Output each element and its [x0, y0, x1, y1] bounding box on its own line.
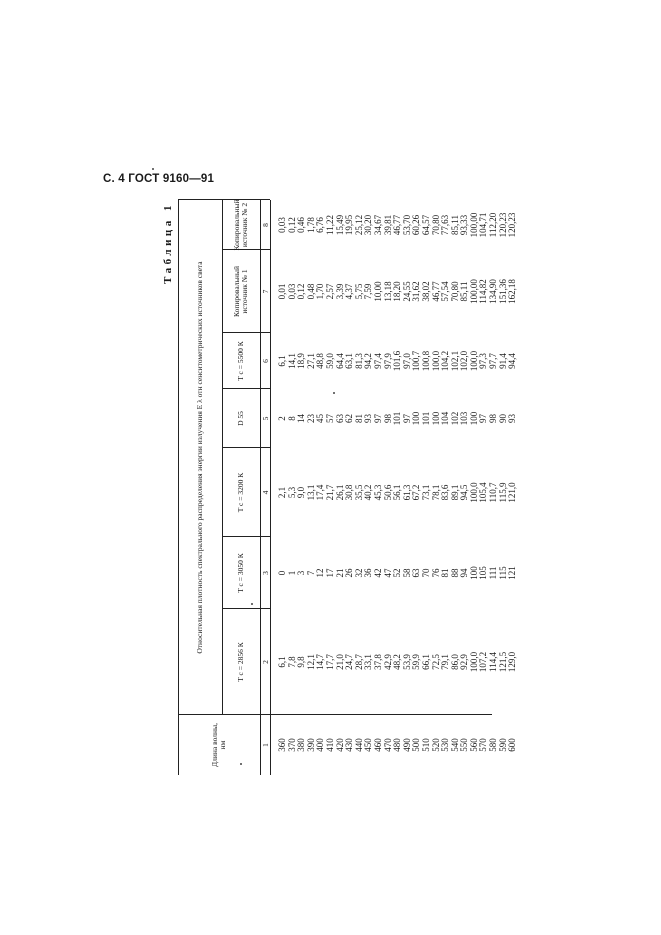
table-rule-numbers — [270, 200, 271, 775]
table-cell: 56,1 — [392, 484, 403, 501]
table-cell: 72,5 — [430, 654, 441, 670]
table-cell: 83,6 — [440, 484, 451, 501]
table-cell: 53,9 — [401, 654, 412, 670]
table-cell: 114,4 — [488, 652, 499, 672]
table-cell: 97,9 — [382, 353, 393, 369]
table-cell: 2 — [277, 416, 287, 421]
table-cell: 94,4 — [507, 353, 518, 369]
table-cell: 14 — [296, 414, 307, 423]
table-cell: 129,0 — [507, 651, 518, 673]
table-cell: 100 — [468, 411, 479, 426]
table-cell: 7,59 — [363, 283, 374, 300]
table-cell: 6,1 — [277, 656, 287, 668]
table-cell: 111 — [488, 566, 499, 580]
table-column-values — [278, 333, 518, 389]
table-cell: 510 — [420, 738, 431, 752]
table-cell: 103 — [459, 411, 470, 426]
table-cell: 93 — [507, 414, 518, 423]
column-header: Длина волны, нм — [209, 723, 227, 767]
table-cell: 39,81 — [382, 214, 393, 236]
table-cell: 46,77 — [392, 214, 403, 236]
table-cell: 97,0 — [401, 353, 412, 369]
table-cell: 97,3 — [478, 353, 489, 369]
table-cell: 100,0 — [430, 350, 441, 372]
table-cell: 121,5 — [497, 651, 508, 673]
table-cell: 63 — [411, 568, 422, 578]
column-number: 7 — [261, 289, 270, 294]
table-cell: 14,7 — [315, 654, 326, 670]
table-cell: 13,18 — [382, 281, 393, 302]
column-header: T с = 5500 К — [235, 341, 245, 381]
table-cell: 107,2 — [478, 651, 489, 673]
table-cell: 100,8 — [420, 350, 431, 372]
table-cell: 360 — [277, 738, 287, 752]
table-cell: 440 — [353, 738, 364, 752]
table-cell: 450 — [363, 738, 374, 752]
table-cell: 540 — [449, 738, 460, 752]
table-cell: 560 — [468, 738, 479, 752]
table-cell: 6,76 — [315, 217, 326, 233]
table-cell: 0,03 — [277, 217, 287, 233]
table-cell: 570 — [478, 738, 489, 752]
table-cell: 85,11 — [449, 215, 460, 235]
scan-speck — [152, 168, 154, 170]
table-cell: 89,1 — [449, 484, 460, 501]
table-cell: 470 — [382, 738, 393, 752]
table-cell: 101 — [420, 411, 431, 426]
table-cell: 3 — [296, 570, 307, 576]
table-cell: 81 — [353, 414, 364, 423]
table-cell: 98 — [488, 414, 499, 423]
table-cell: 31,62 — [411, 281, 422, 302]
table-cell: 81,3 — [353, 353, 364, 369]
rotated-table-block — [162, 199, 518, 775]
table-cell: 93,33 — [459, 214, 470, 236]
table-cell: 1 — [286, 570, 297, 576]
table-cell: 110,7 — [488, 482, 499, 503]
table-cell: 100 — [411, 411, 422, 426]
table-cell: 115,9 — [497, 482, 508, 503]
table-cell: 46,77 — [430, 281, 441, 302]
table-cell: 79,1 — [440, 654, 451, 670]
table-cell: 100 — [430, 411, 441, 426]
table-cell: 17,4 — [315, 484, 326, 501]
table-cell: 0,12 — [296, 283, 307, 300]
table-cell: 4,37 — [344, 283, 355, 300]
table-cell: 520 — [430, 738, 441, 752]
table-cell: 26,1 — [334, 484, 345, 501]
table-cell: 88 — [449, 568, 460, 578]
table-cell: 100,0 — [468, 651, 479, 673]
table-cell: 19,95 — [344, 214, 355, 236]
table-cell: 62 — [344, 414, 355, 423]
table-cell: 5,75 — [353, 283, 364, 300]
column-number: 8 — [261, 223, 270, 227]
table-cell: 86,0 — [449, 654, 460, 670]
table-cell: 105 — [478, 566, 489, 580]
table-cell: 97 — [401, 414, 412, 423]
table-cell: 100,00 — [468, 279, 479, 304]
column-header: Копировальный источник № 2 — [231, 199, 249, 251]
table-cell: 5,3 — [286, 486, 297, 499]
table-cell: 101,6 — [392, 350, 403, 372]
table-cell: 30,8 — [344, 484, 355, 501]
table-cell: 0 — [277, 570, 287, 576]
table-cell: 97,4 — [372, 353, 383, 369]
column-header: T с = 3200 К — [235, 472, 245, 513]
table-cell: 100,7 — [411, 350, 422, 372]
table-cell: 0,03 — [286, 283, 297, 300]
table-cell: 500 — [411, 738, 422, 752]
table-cell: 66,1 — [420, 654, 431, 670]
table-cell: 57 — [324, 414, 335, 423]
table-column-values — [278, 537, 518, 609]
table-cell: 410 — [324, 738, 335, 752]
table-cell: 1,70 — [315, 283, 326, 300]
table-cell: 17,7 — [324, 654, 335, 670]
table-cell: 14,1 — [286, 353, 297, 369]
table-cell: 10,00 — [372, 281, 383, 302]
table-cell: 21 — [334, 568, 345, 578]
table-cell: 30,20 — [363, 214, 374, 236]
table-cell: 370 — [286, 738, 297, 752]
table-cell: 32 — [353, 568, 364, 578]
table-label: Таблица 1 — [162, 202, 174, 284]
table-cell: 91,4 — [497, 353, 508, 369]
table-cell: 45,3 — [372, 484, 383, 501]
table-cell: 100,00 — [468, 212, 479, 238]
table-cell: 70 — [420, 568, 431, 578]
table-cell: 12,1 — [305, 654, 316, 670]
table-cell: 100,0 — [468, 350, 479, 372]
table-cell: 6,1 — [277, 355, 287, 367]
table-cell: 100,0 — [468, 482, 479, 503]
table-cell: 52 — [392, 568, 403, 578]
table-column-values — [278, 609, 518, 715]
table-cell: 104,2 — [440, 350, 451, 372]
table-cell: 104 — [440, 411, 451, 426]
table-column-values — [278, 448, 518, 537]
table-cell: 37,8 — [372, 654, 383, 670]
table-cell: 93 — [363, 414, 374, 423]
table-cell: 430 — [344, 738, 355, 752]
table-cell: 0,46 — [296, 217, 307, 233]
table-cell: 64,57 — [420, 214, 431, 236]
table-cell: 48,2 — [392, 654, 403, 670]
table-cell: 92,9 — [459, 654, 470, 670]
table-cell: 27,1 — [305, 353, 316, 369]
column-header: T с = 3050 К — [235, 553, 245, 593]
table-cell: 63,1 — [344, 353, 355, 369]
table-cell: 480 — [392, 738, 403, 752]
table-cell: 460 — [372, 738, 383, 752]
table-cell: 120,23 — [507, 212, 518, 238]
table-cell: 9,0 — [296, 486, 307, 499]
page-header: С. 4 ГОСТ 9160—91 — [103, 173, 215, 185]
table-cell: 26 — [344, 568, 355, 578]
table-cell: 420 — [334, 738, 345, 752]
table-cell: 47 — [382, 568, 393, 578]
table-cell: 81 — [440, 568, 451, 578]
table-column-values — [278, 715, 518, 775]
table-cell: 61,3 — [401, 484, 412, 501]
table-cell: 34,67 — [372, 214, 383, 236]
table-cell: 0,12 — [286, 217, 297, 233]
column-header: Копировальный источник № 1 — [231, 266, 249, 317]
column-number: 4 — [261, 490, 270, 495]
table-cell: 105,4 — [478, 482, 489, 503]
table-cell: 59,0 — [324, 353, 335, 369]
column-number: 3 — [261, 571, 270, 575]
table-cell: 0,01 — [277, 283, 287, 300]
table-cell: 94 — [459, 568, 470, 578]
column-number: 2 — [261, 660, 270, 664]
table-cell: 97 — [478, 414, 489, 423]
table-cell: 57,54 — [440, 281, 451, 302]
table-cell: 13,1 — [305, 484, 316, 501]
table-cell: 24,55 — [401, 281, 412, 302]
table-cell: 134,90 — [488, 279, 499, 304]
table-cell: 100 — [468, 566, 479, 580]
table-cell: 73,1 — [420, 484, 431, 501]
table-cell: 121,0 — [507, 482, 518, 503]
table-cell: 23 — [305, 414, 316, 423]
table-cell: 3,39 — [334, 283, 345, 300]
table-cell: 17 — [324, 568, 335, 578]
table-cell: 97,7 — [488, 353, 499, 369]
table-cell: 36 — [363, 568, 374, 578]
table-cell: 42,9 — [382, 654, 393, 670]
table-cell: 18,20 — [392, 281, 403, 302]
table-cell: 21,0 — [334, 654, 345, 670]
table-cell: 121 — [507, 566, 518, 580]
table-cell: 151,36 — [497, 279, 508, 304]
table-cell: 70,80 — [449, 281, 460, 302]
table-cell: 115 — [497, 566, 508, 580]
table-cell: 64,4 — [334, 353, 345, 369]
table-cell: 38,02 — [420, 281, 431, 302]
table-cell: 18,9 — [296, 353, 307, 369]
column-header: D 55 — [235, 411, 245, 426]
table-cell: 390 — [305, 738, 316, 752]
table-cell: 380 — [296, 738, 307, 752]
table-cell: 50,6 — [382, 484, 393, 501]
table-cell: 550 — [459, 738, 470, 752]
table-cell: 53,70 — [401, 214, 412, 236]
table-cell: 7 — [305, 570, 316, 576]
table-cell: 42 — [372, 568, 383, 578]
table-cell: 102,0 — [459, 350, 470, 372]
table-cell: 76 — [430, 568, 441, 578]
table-cell: 85,11 — [459, 281, 470, 302]
table-cell: 94,2 — [363, 353, 374, 369]
table-cell: 102,1 — [449, 350, 460, 372]
table-cell: 101 — [392, 411, 403, 426]
table-column-values — [278, 389, 518, 448]
table-cell: 600 — [507, 738, 518, 752]
table-cell: 25,12 — [353, 214, 364, 236]
table-cell: 2,57 — [324, 283, 335, 300]
table-cell: 67,2 — [411, 484, 422, 501]
table-cell: 40,2 — [363, 484, 374, 501]
table-cell: 94,5 — [459, 484, 470, 501]
table-cell: 112,20 — [488, 212, 499, 238]
table-cell: 59,9 — [411, 654, 422, 670]
table-cell: 33,1 — [363, 654, 374, 670]
table-cell: 1,78 — [305, 217, 316, 233]
column-number: 1 — [261, 743, 270, 747]
table-cell: 58 — [401, 568, 412, 578]
table-cell: 45 — [315, 414, 326, 423]
table-cell: 48,8 — [315, 353, 326, 369]
table-cell: 9,8 — [296, 656, 307, 668]
table-cell: 162,18 — [507, 279, 518, 304]
table-cell: 580 — [488, 738, 499, 752]
column-number: 5 — [261, 416, 270, 421]
table-cell: 0,48 — [305, 283, 316, 300]
table-cell: 15,49 — [334, 214, 345, 236]
table-cell: 35,5 — [353, 484, 364, 501]
table-cell: 12 — [315, 568, 326, 578]
table-cell: 2,1 — [277, 486, 287, 499]
table-cell: 63 — [334, 414, 345, 423]
column-number: 6 — [261, 359, 270, 363]
table-cell: 97 — [372, 414, 383, 423]
table-cell: 8 — [286, 416, 297, 421]
table-cell: 98 — [382, 414, 393, 423]
table-cell: 490 — [401, 738, 412, 752]
table-cell: 102 — [449, 411, 460, 426]
table-cell: 11,22 — [324, 215, 335, 235]
table-cell: 60,26 — [411, 214, 422, 236]
table-cell: 530 — [440, 738, 451, 752]
table-cell: 28,7 — [353, 654, 364, 670]
table-cell: 120,23 — [497, 212, 508, 238]
table-cell: 114,82 — [478, 279, 489, 304]
table-cell: 400 — [315, 738, 326, 752]
table-column-values — [278, 250, 518, 333]
table-cell: 90 — [497, 414, 508, 423]
table-cell: 104,71 — [478, 212, 489, 238]
table-cell: 24,7 — [344, 654, 355, 670]
column-header: T с = 2856 К — [235, 642, 245, 682]
table-cell: 21,7 — [324, 484, 335, 501]
table-cell: 78,1 — [430, 484, 441, 501]
table-cell: 590 — [497, 738, 508, 752]
table-column-values — [278, 200, 518, 250]
group-header: Относительная плотность спектрального распределения энергии излучения E λ отн сенситометрических источников света — [194, 261, 204, 654]
table-cell: 77,63 — [440, 214, 451, 236]
table-cell: 70,80 — [430, 214, 441, 236]
table-cell: 7,8 — [286, 656, 297, 668]
